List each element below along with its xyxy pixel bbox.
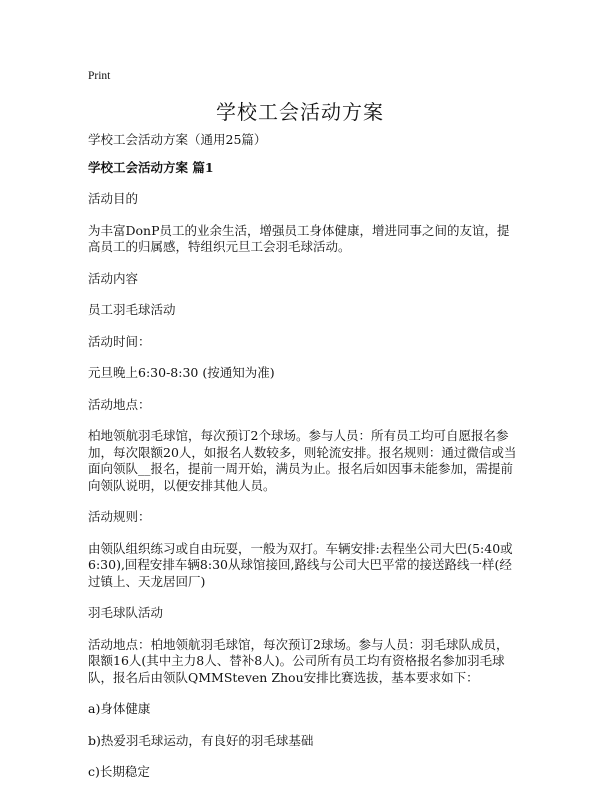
section-heading: 学校工会活动方案 篇1 (88, 159, 214, 175)
print-link[interactable]: Print (88, 70, 111, 82)
paragraph: a)身体健康 (88, 701, 151, 716)
paragraph: 活动地点： (88, 396, 151, 412)
paragraph: 元旦晚上6:30-8:30 (按通知为准) (88, 365, 275, 380)
page-title: 学校工会活动方案 (216, 100, 384, 124)
document-subtitle: 学校工会活动方案（通用25篇） (88, 132, 267, 147)
paragraph: 活动目的 (88, 191, 139, 206)
paragraph: 活动内容 (88, 270, 139, 286)
paragraph: 由领队组织练习或自由玩耍，一般为双打。车辆安排:去程坐公司大巴(5:40或6:30),回程安排车辆8:30从球馆接回,路线与公司大巴平常的接送路线一样(经过镇上、天龙居回厂) (88, 540, 513, 589)
paragraph: 羽毛球队活动 (88, 605, 164, 620)
paragraph: 活动规则： (88, 509, 151, 524)
paragraph: b)热爱羽毛球运动，有良好的羽毛球基础 (88, 732, 314, 748)
paragraph: 活动地点：柏地领航羽毛球馆，每次预订2球场。参与人员：羽毛球队成员，限额16人(其中主力8人、替补8人)。公司所有员工均有资格报名参加羽毛球队，报名后由领队QMMSteven Zhou安排比赛选拔，基本要求如下： (88, 636, 509, 685)
paragraph: 为丰富DonP员工的业余生活，增强员工身体健康，增进同事之间的友谊，提高员工的归属感，特组织元旦工会羽毛球活动。 (88, 222, 510, 254)
paragraph: c)长期稳定 (88, 764, 150, 779)
paragraph: 柏地领航羽毛球馆，每次预订2个球场。参与人员：所有员工均可自愿报名参加，每次限额20人，如报名人数较多，则轮流安排。报名规则：通过微信或当面向领队__报名，提前一周开始，满员为止。报名后如因事未能参加，需提前向领队说明，以便安排其他人员。 (88, 428, 517, 493)
paragraph: 员工羽毛球活动 (88, 302, 176, 317)
document-body (88, 132, 518, 796)
paragraph: 活动时间： (88, 333, 151, 349)
